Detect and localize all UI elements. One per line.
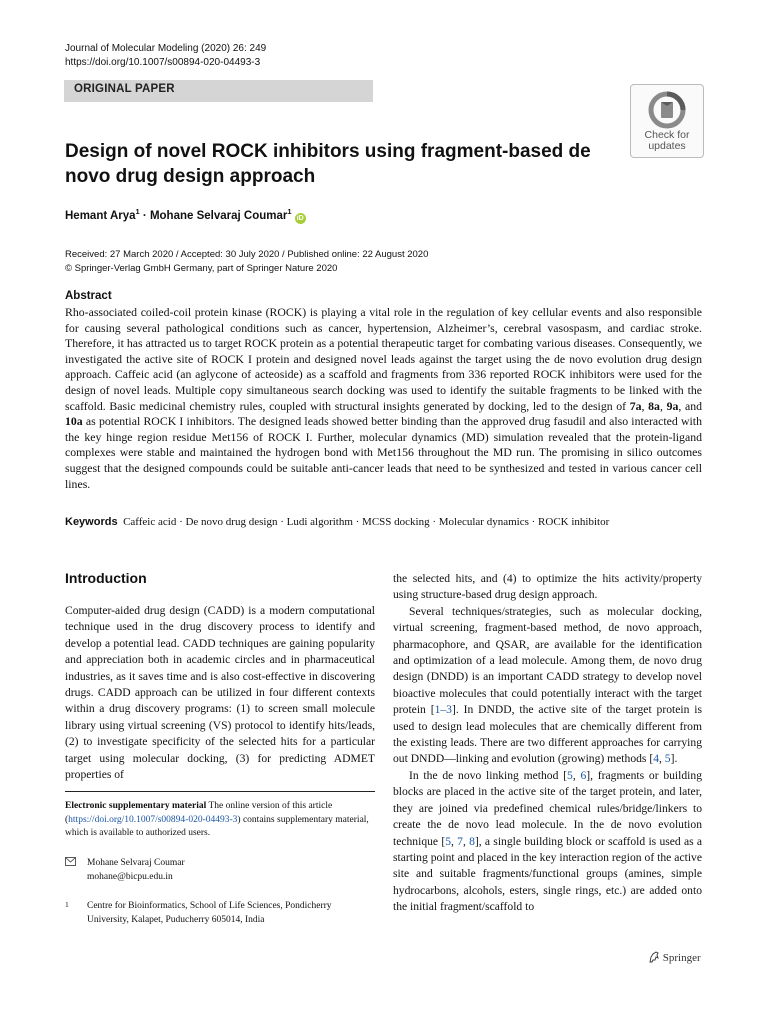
copyright-line: © Springer-Verlag GmbH Germany, part of Springer Nature 2020: [65, 263, 338, 274]
corresponding-author: Mohane Selvaraj Coumar: [87, 858, 185, 868]
footnote-divider: [65, 791, 375, 792]
author-list: [65, 207, 306, 224]
supplementary-link[interactable]: https://doi.org/10.1007/s00894-020-04493-3: [68, 814, 238, 825]
keywords-line: [65, 516, 702, 528]
copyright-icon: ©: [65, 263, 72, 274]
reference-link[interactable]: 4: [653, 752, 659, 766]
journal-citation: Journal of Molecular Modeling (2020) 26: 249: [65, 43, 267, 54]
supplementary-note: Electronic supplementary material The online version of this article (https://doi.org/10.1007/s00894-020-04493-3) contains supplementary material, which is available to authorized users.: [65, 801, 369, 838]
publication-history: [65, 248, 428, 276]
check-for-updates-icon: [648, 91, 686, 129]
affiliation-marker: 1: [287, 207, 292, 216]
reference-link[interactable]: 5: [445, 834, 451, 848]
publisher-name: Springer: [662, 952, 701, 964]
journal-header: [65, 42, 266, 70]
keywords-label: Keywords: [65, 516, 118, 528]
article-title: Design of novel ROCK inhibitors using fragment-based de novo drug design approach: [65, 141, 591, 187]
abstract-text: Rho-associated coiled-coil protein kinase (ROCK) is playing a vital role in the regulation of key cellular events and also responsible for causing several pathological conditions such as cancer, hypertension, Alzheimer’s, cerebral vasospasm, and cardiac stroke. Therefore, it has attracted us to target ROCK protein as a potential therapeutic target for combating various diseases. Consequently, we investigated the active site of ROCK I protein and designed novel leads against the target using the de novo evolution drug design approach. Caffeic acid (an aglycone of acteoside) as a scaffold and fragments from 336 reported ROCK inhibitors were used for the design of novel leads. Multiple copy simultaneous search docking was used to identify the suitable fragments to be linked with the scaffold. Basic medicinal chemistry rules, coupled with structural insights generated by docking, led to the design of 7a, 8a, 9a, and 10a as potential ROCK I inhibitors. The designed leads showed better binding than the approved drug fasudil and also interacted with the key hinge region residue Met156 of ROCK I. Further, molecular dynamics (MD) simulation revealed that the protein-ligand complexes were stable and maintained the hydrogen bond with Met156 throughout the MD run. The promising in silico outcomes suggest that the designed compounds could be suitable anti-cancer leads that need to be synthesized and tested in various cancer cell lines.: [65, 305, 702, 491]
author-name[interactable]: Mohane Selvaraj Coumar: [149, 209, 288, 222]
affiliation-marker: 1: [135, 207, 140, 216]
article-doi[interactable]: https://doi.org/10.1007/s00894-020-04493-3: [65, 57, 261, 68]
paragraph: In the de novo linking method [5, 6], fragments or building blocks are placed in the active site of the target protein, and later, they are joined via predefined chemical rules/bridge/linkers to create the de novo lead molecule. In the de novo evolution technique [5, 7, 8], a single building block or scaffold is used as a starting point and placed in the key interaction region of the active site and suitable fragments/functional groups (amines, simple hydrocarbons, alcohols, esters, single rings, etc.) are added onto the initial fragment/scaffold to: [393, 768, 703, 914]
author-name[interactable]: Hemant Arya: [65, 209, 136, 222]
left-column: [65, 603, 375, 783]
paragraph: Several techniques/strategies, such as molecular docking, virtual screening, fragment-based method, de novo approach, pharmacophore, and QSAR, are available for the identification and optimization of a lead molecule. Among them, de novo drug design (DNDD) is an important CADD strategy to develop novel bioactive molecules that could potentially interact with the target protein [1–3]. In DNDD, the active site of the target protein is used to design lead molecules that are chemically different from the existing leads. There are two different approaches for carrying out DNDD—linking and evolution (growing) methods [4, 5].: [393, 604, 702, 766]
reference-link[interactable]: 8: [469, 834, 475, 848]
reference-link[interactable]: 1–3: [434, 703, 452, 717]
abstract-heading: Abstract: [65, 290, 112, 302]
email-link[interactable]: mohane@bicpu.edu.in: [87, 871, 173, 882]
right-column: [393, 571, 702, 916]
reference-link[interactable]: 7: [457, 834, 463, 848]
check-for-updates-label: Check for updates: [644, 129, 690, 152]
check-for-updates-badge[interactable]: [630, 84, 704, 158]
article-type-banner: [64, 80, 373, 102]
envelope-icon: [65, 857, 76, 866]
springer-horse-icon: [648, 951, 660, 963]
article-type-label: ORIGINAL PAPER: [74, 83, 175, 95]
author-separator: ·: [142, 209, 147, 222]
introduction-heading: Introduction: [65, 570, 147, 586]
reference-link[interactable]: 5: [664, 752, 671, 766]
affiliation-text: Centre for Bioinformatics, School of Life Sciences, Pondicherry University, Kalapet, Puducherry 605014, India: [87, 901, 332, 925]
keywords-list: Caffeic acid · De novo drug design · Ludi algorithm · MCSS docking · Molecular dynamics · ROCK inhibitor: [123, 516, 610, 528]
reference-link[interactable]: 6: [580, 768, 587, 782]
reference-link[interactable]: 5: [567, 768, 573, 782]
paragraph: Computer-aided drug design (CADD) is a modern computational technique used in the drug discovery process to identify and develop a potential lead. CADD techniques are gaining popularity and appreciation both in academic circles and in pharmaceutical industries, as it saves time and is also cost-effective in discovering drugs. CADD approach can be utilized in four different contexts within a drug discovery programs: (1) to screen small molecule library using virtual screening (VS) protocol to identify hits/leads, (2) to investigate specificity of the selected hits for a particular target using molecular docking, (3) for predicting ADMET properties of: [65, 604, 375, 782]
publisher-logo: [648, 951, 701, 964]
affiliation-number: 1: [65, 900, 69, 909]
history-dates: Received: 27 March 2020 / Accepted: 30 July 2020 / Published online: 22 August 2020: [65, 249, 429, 260]
paragraph: the selected hits, and (4) to optimize the hits activity/property using structure-based drug design approach.: [393, 572, 702, 602]
orcid-icon[interactable]: iD: [296, 214, 304, 222]
